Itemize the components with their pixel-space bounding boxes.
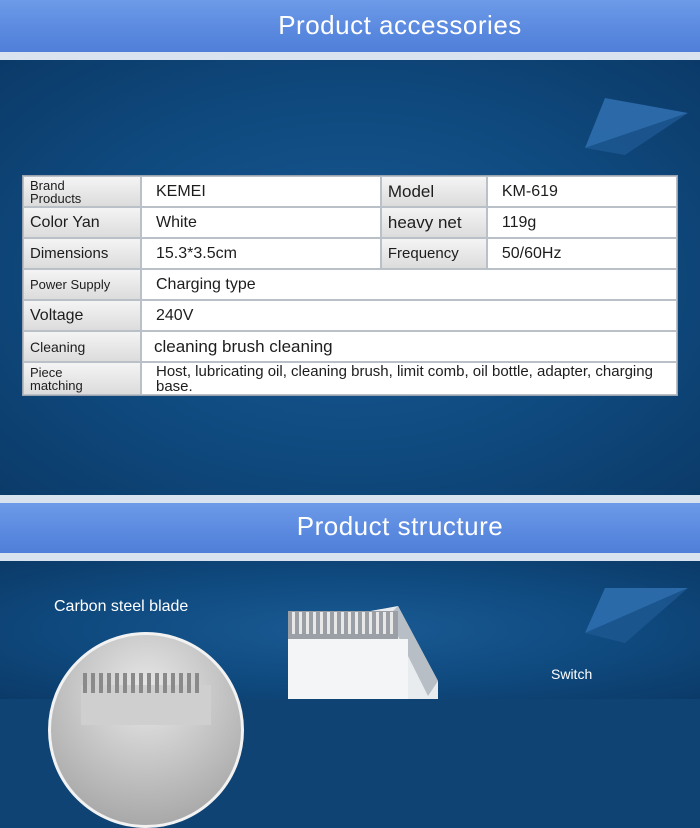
- spec-table: [22, 175, 678, 396]
- spec-label-weight: heavy net: [381, 207, 487, 238]
- structure-title: Product structure: [296, 511, 504, 541]
- spec-label-frequency: Frequency: [381, 238, 487, 269]
- spec-label-voltage: Voltage: [23, 300, 141, 331]
- blade-closeup-image: [48, 632, 244, 828]
- structure-banner: [0, 503, 700, 553]
- paper-plane-decoration-icon: [585, 583, 690, 645]
- spec-label-dimensions: Dimensions: [23, 238, 141, 269]
- spec-label-power: Power Supply: [23, 269, 141, 300]
- accessories-banner: [0, 0, 700, 52]
- spec-value-pieces: Host, lubricating oil, cleaning brush, limit comb, oil bottle, adapter, charging base.: [141, 362, 677, 395]
- table-row: [23, 269, 677, 300]
- paper-plane-decoration-icon: [585, 93, 690, 155]
- spec-label-pieces: Piece matching: [23, 362, 141, 395]
- spec-value-color: White: [141, 207, 381, 238]
- spec-value-voltage: 240V: [141, 300, 677, 331]
- table-row: [23, 362, 677, 395]
- spec-value-weight: 119g: [487, 207, 677, 238]
- spec-value-power: Charging type: [141, 269, 677, 300]
- switch-caption: Switch: [551, 666, 593, 682]
- table-row: [23, 207, 677, 238]
- spec-value-frequency: 50/60Hz: [487, 238, 677, 269]
- spec-value-brand: KEMEI: [141, 176, 381, 207]
- spec-label-cleaning: Cleaning: [23, 331, 141, 362]
- blade-caption: Carbon steel blade: [54, 598, 189, 615]
- table-row: [23, 331, 677, 362]
- table-row: [23, 176, 677, 207]
- spec-value-dimensions: 15.3*3.5cm: [141, 238, 381, 269]
- table-row: [23, 238, 677, 269]
- spec-label-model: Model: [381, 176, 487, 207]
- spec-label-brand: Brand Products: [23, 176, 141, 207]
- hair-clipper-image: [288, 606, 438, 699]
- table-row: [23, 300, 677, 331]
- spec-value-cleaning: cleaning brush cleaning: [141, 331, 677, 362]
- banner-separator: [0, 495, 700, 503]
- spec-label-color: Color Yan: [23, 207, 141, 238]
- banner-separator: [0, 52, 700, 60]
- blade-teeth-icon: [51, 665, 241, 735]
- banner-separator: [0, 553, 700, 561]
- spec-value-model: KM-619: [487, 176, 677, 207]
- accessories-title: Product accessories: [278, 10, 522, 40]
